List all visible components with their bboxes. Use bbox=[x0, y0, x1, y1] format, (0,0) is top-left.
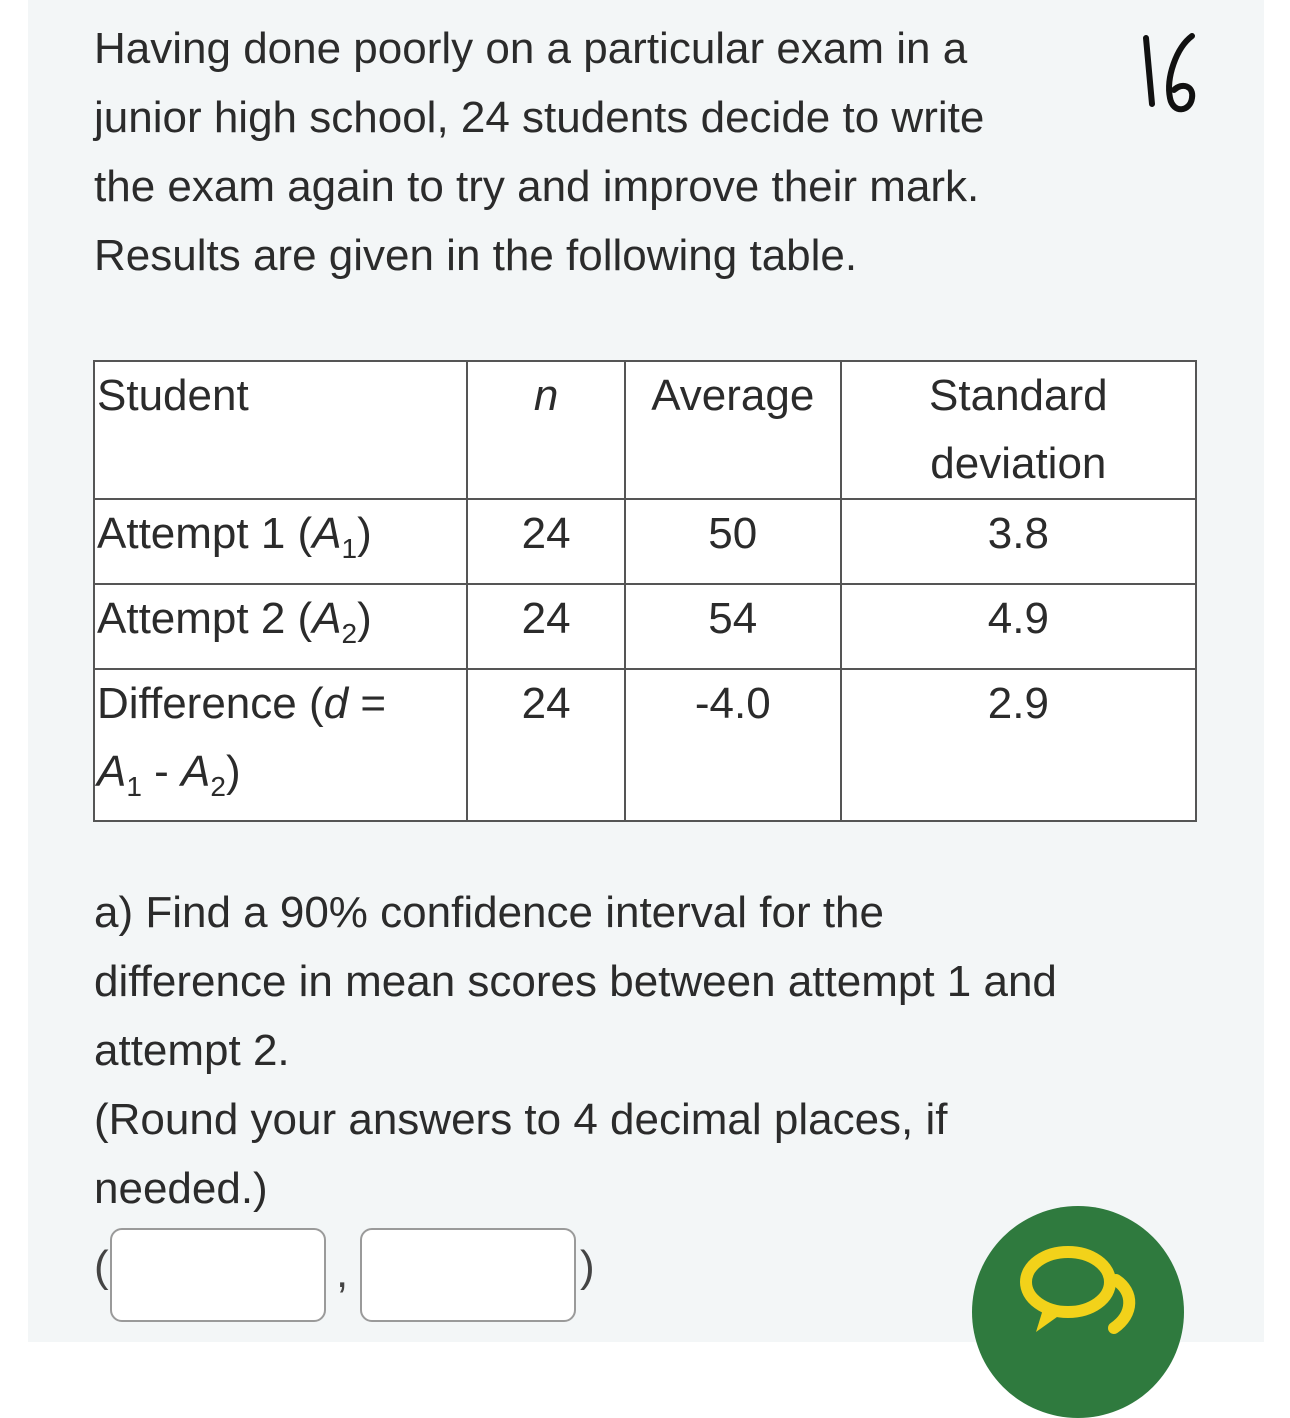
row-label-sub: 2 bbox=[341, 617, 358, 649]
close-paren: ) bbox=[580, 1242, 595, 1291]
row-label-sub: 1 bbox=[126, 770, 142, 802]
row-sd: 2.9 bbox=[841, 669, 1196, 822]
row-label bbox=[94, 499, 467, 584]
intro-line: Results are given in the following table. bbox=[94, 231, 858, 280]
row-label-text: ) bbox=[357, 593, 372, 643]
question-text bbox=[94, 878, 1204, 1223]
row-sd: 4.9 bbox=[841, 584, 1196, 669]
question-line: attempt 2. bbox=[94, 1026, 290, 1075]
question-line: a) Find a 90% confidence interval for the bbox=[94, 888, 885, 937]
question-line: (Round your answers to 4 decimal places, if bbox=[94, 1095, 948, 1144]
header-student: Student bbox=[94, 361, 467, 499]
header-sd-line: deviation bbox=[930, 439, 1107, 488]
row-label-var: A bbox=[312, 509, 342, 558]
header-n: n bbox=[467, 361, 625, 499]
row-average: 54 bbox=[625, 584, 841, 669]
row-label-text: ) bbox=[225, 746, 241, 796]
row-n: 24 bbox=[467, 499, 625, 584]
row-label-text: ) bbox=[357, 509, 372, 558]
row-label-difference bbox=[94, 669, 467, 822]
chat-button[interactable] bbox=[972, 1206, 1184, 1418]
separator-comma: , bbox=[336, 1248, 349, 1297]
question-line: needed.) bbox=[94, 1164, 268, 1213]
row-label bbox=[94, 584, 467, 669]
diff-label-line1 bbox=[97, 670, 466, 738]
table-row bbox=[94, 669, 1196, 822]
header-sd-line: Standard bbox=[929, 371, 1108, 420]
chat-bubble-icon bbox=[1010, 1240, 1140, 1350]
row-label-var: d bbox=[323, 678, 349, 728]
upper-bound-input[interactable] bbox=[360, 1228, 576, 1322]
row-n: 24 bbox=[467, 584, 625, 669]
row-label-sub: 2 bbox=[210, 770, 226, 802]
table-header-row bbox=[94, 361, 1196, 499]
table-row bbox=[94, 584, 1196, 669]
interval-answer bbox=[94, 1226, 654, 1326]
row-label-sub: 1 bbox=[341, 532, 358, 564]
row-average: -4.0 bbox=[625, 669, 841, 822]
row-n: 24 bbox=[467, 669, 625, 822]
results-table bbox=[93, 360, 1197, 822]
intro-line: the exam again to try and improve their mark. bbox=[94, 162, 980, 211]
table-row bbox=[94, 499, 1196, 584]
question-line: difference in mean scores between attempt 1 and bbox=[94, 957, 1057, 1006]
row-label-var: A bbox=[181, 746, 211, 796]
row-sd: 3.8 bbox=[841, 499, 1196, 584]
row-label-text: Attempt 1 ( bbox=[97, 509, 313, 558]
row-label-text: Attempt 2 ( bbox=[97, 593, 313, 643]
diff-label-line2 bbox=[97, 738, 466, 821]
handwritten-note bbox=[1136, 30, 1206, 120]
header-average-text: Average bbox=[651, 371, 815, 420]
intro-line: junior high school, 24 students decide to write bbox=[94, 93, 985, 142]
problem-statement bbox=[94, 14, 1154, 290]
row-average: 50 bbox=[625, 499, 841, 584]
header-average bbox=[625, 361, 841, 499]
open-paren: ( bbox=[94, 1242, 109, 1291]
row-label-text: = bbox=[348, 678, 387, 728]
lower-bound-input[interactable] bbox=[110, 1228, 326, 1322]
header-standard-deviation bbox=[841, 361, 1196, 499]
intro-line: Having done poorly on a particular exam in a bbox=[94, 24, 968, 73]
row-label-text: - bbox=[141, 746, 182, 796]
row-label-text: Difference ( bbox=[97, 678, 324, 728]
row-label-var: A bbox=[312, 593, 342, 643]
row-label-var: A bbox=[97, 746, 127, 796]
